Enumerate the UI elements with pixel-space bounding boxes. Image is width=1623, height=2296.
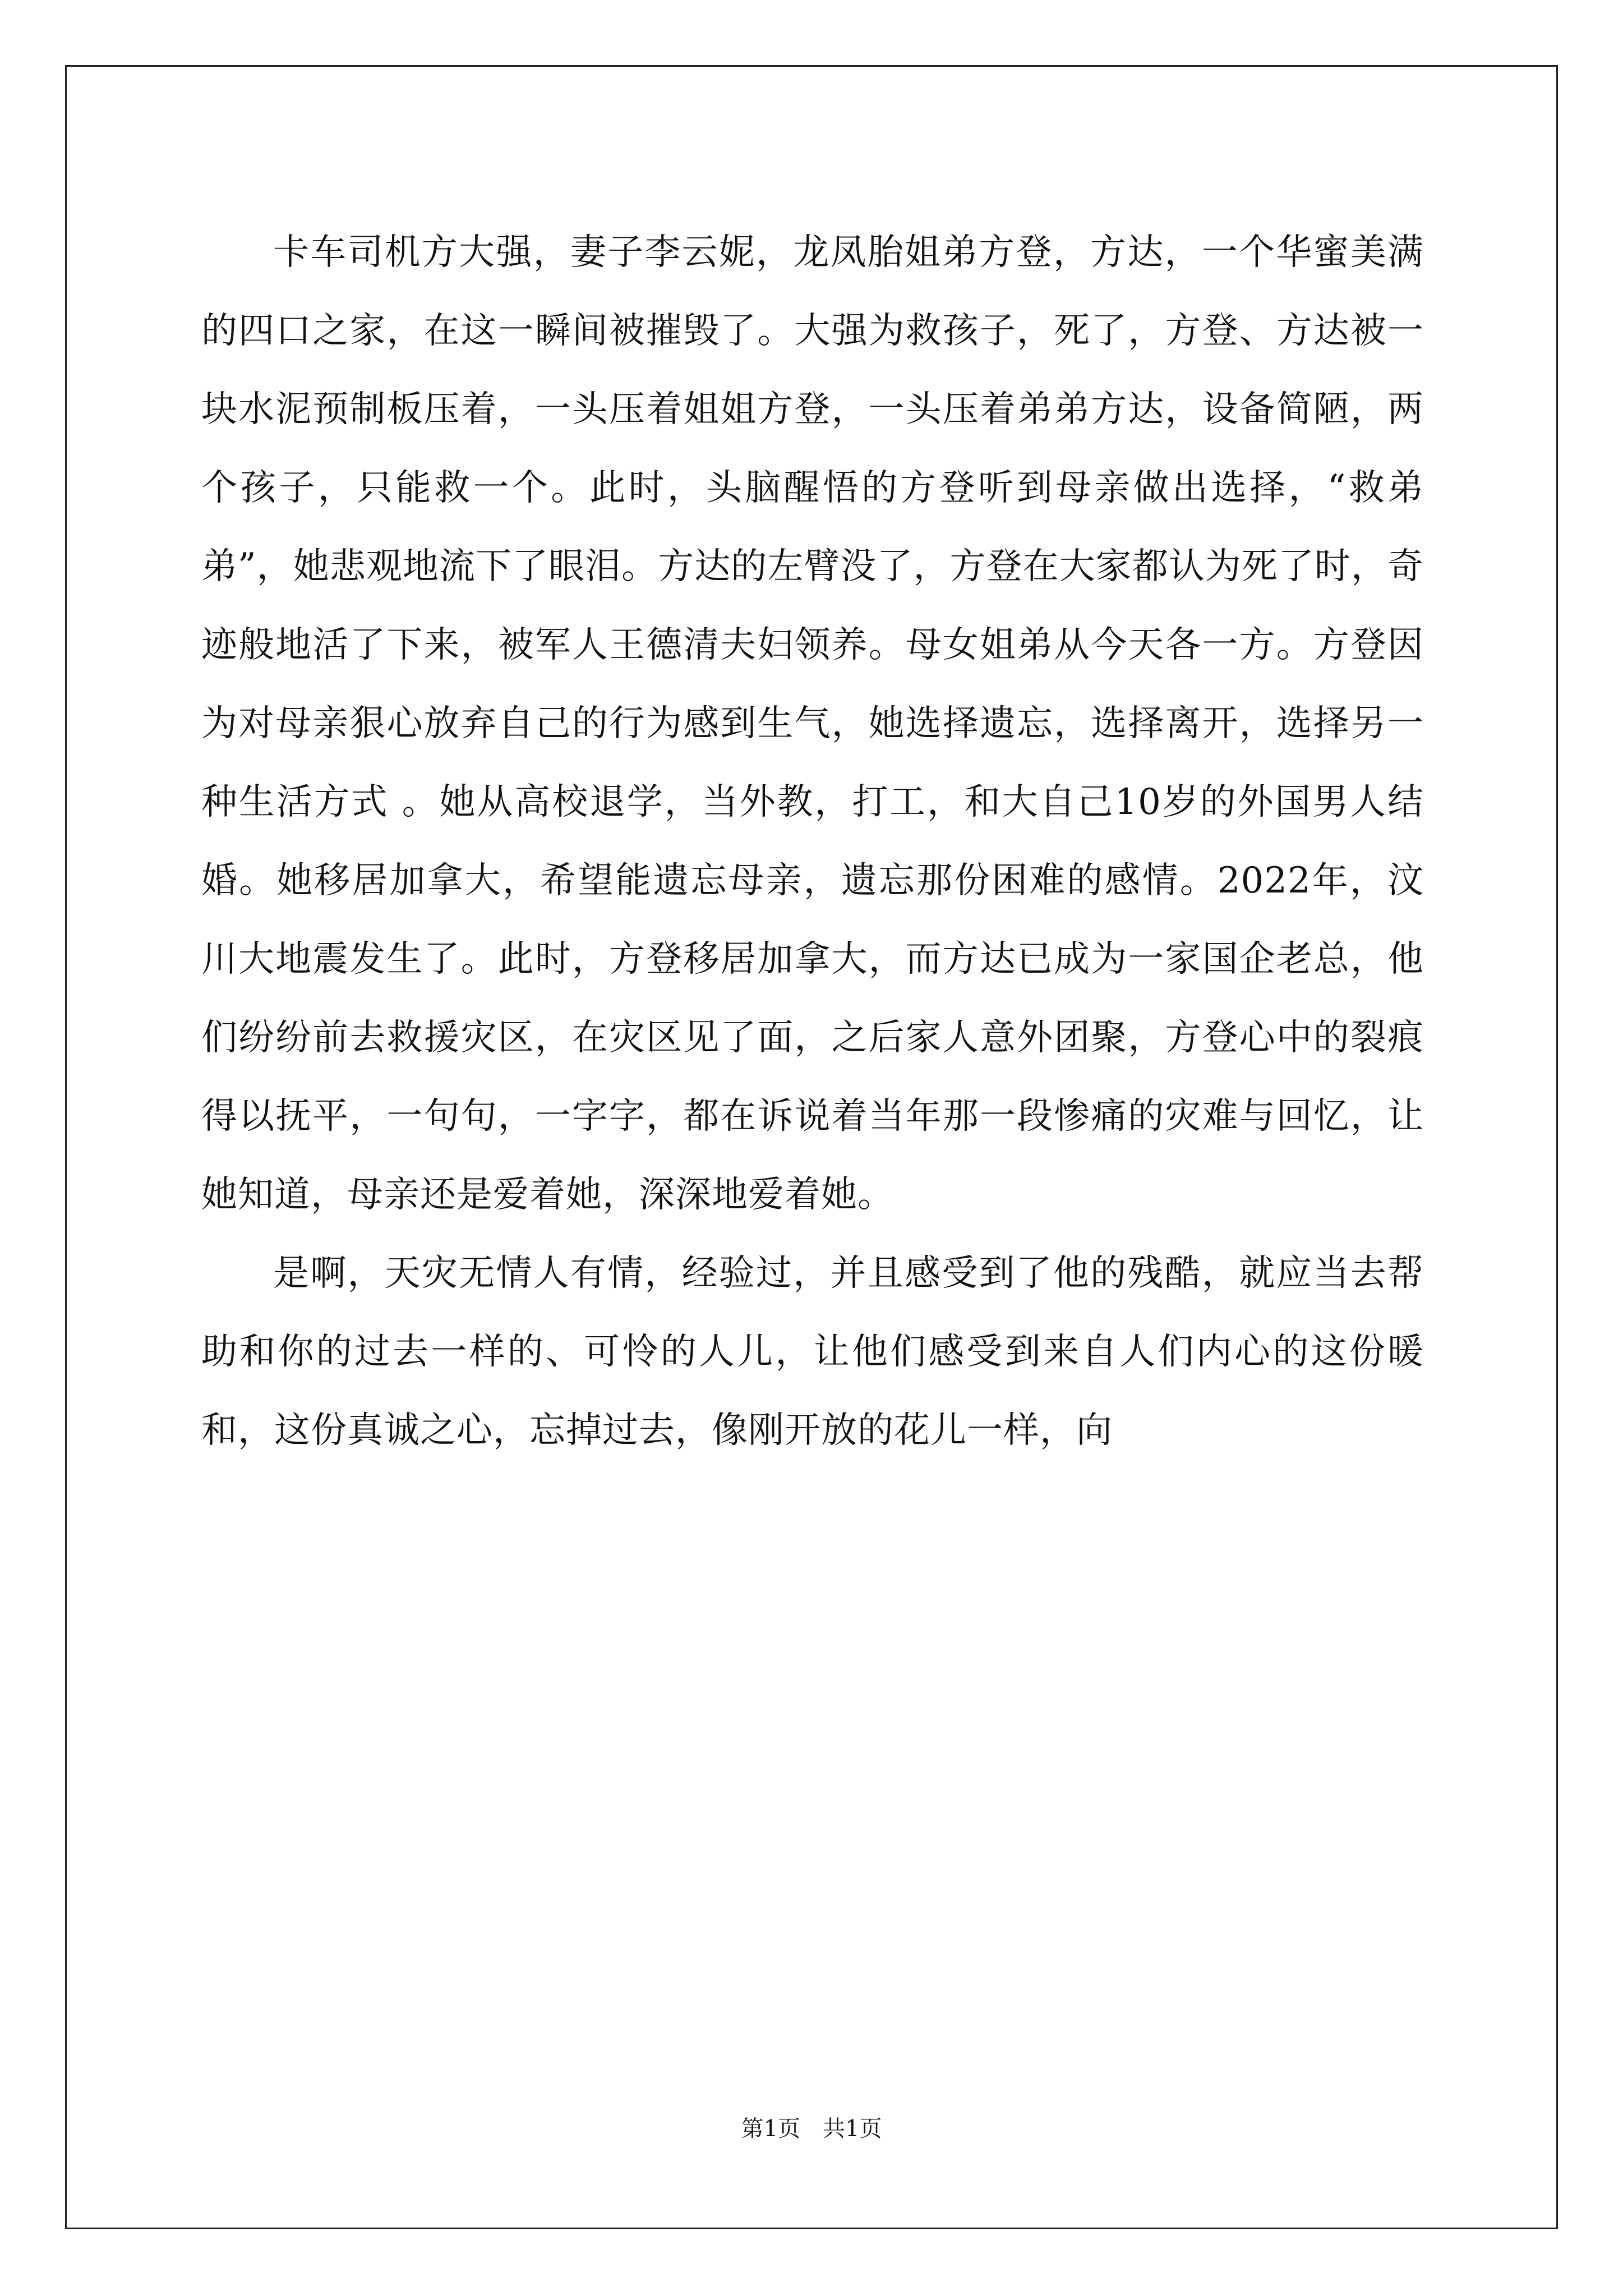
paragraph-1: 卡车司机方大强，妻子李云妮，龙凤胎姐弟方登，方达，一个华蜜美满的四口之家，在这一瞬间被摧毁了。大强为救孩子，死了，方登、方达被一块水泥预制板压着，一头压着姐姐方登，一头压着弟弟方达，设备简陋，两个孩子，只能救一个。此时，头脑醒悟的方登听到母亲做出选择，“救弟弟”，她悲观地流下了眼泪。方达的左臂没了，方登在大家都认为死了时，奇迹般地活了下来，被军人王德清夫妇领养。母女姐弟从今天各一方。方登因为对母亲狠心放弃自己的行为感到生气，她选择遗忘，选择离开，选择另一种生活方式 。她从高校退学，当外教，打工，和大自己10岁的外国男人结婚。她移居加拿大，希望能遗忘母亲，遗忘那份困难的感情。2022年，汶川大地震发生了。此时，方登移居加拿大，而方达已成为一家国企老总，他们纷纷前去救援灾区，在灾区见了面，之后家人意外团聚，方登心中的裂痕得以抚平，一句句，一字字，都在诉说着当年那一段惨痛的灾难与回忆，让她知道，母亲还是爱着她，深深地爱着她。 bbox=[201, 232, 1424, 1216]
page-number-footer: 第1页 共1页 bbox=[741, 2116, 882, 2142]
document-body bbox=[201, 213, 1424, 1470]
paragraph-2: 是啊，天灾无情人有情，经验过，并且感受到了他的残酷，就应当去帮助和你的过去一样的、可怜的人儿，让他们感受到来自人们内心的这份暖和，这份真诚之心，忘掉过去，像刚开放的花儿一样，向 bbox=[201, 1253, 1424, 1451]
